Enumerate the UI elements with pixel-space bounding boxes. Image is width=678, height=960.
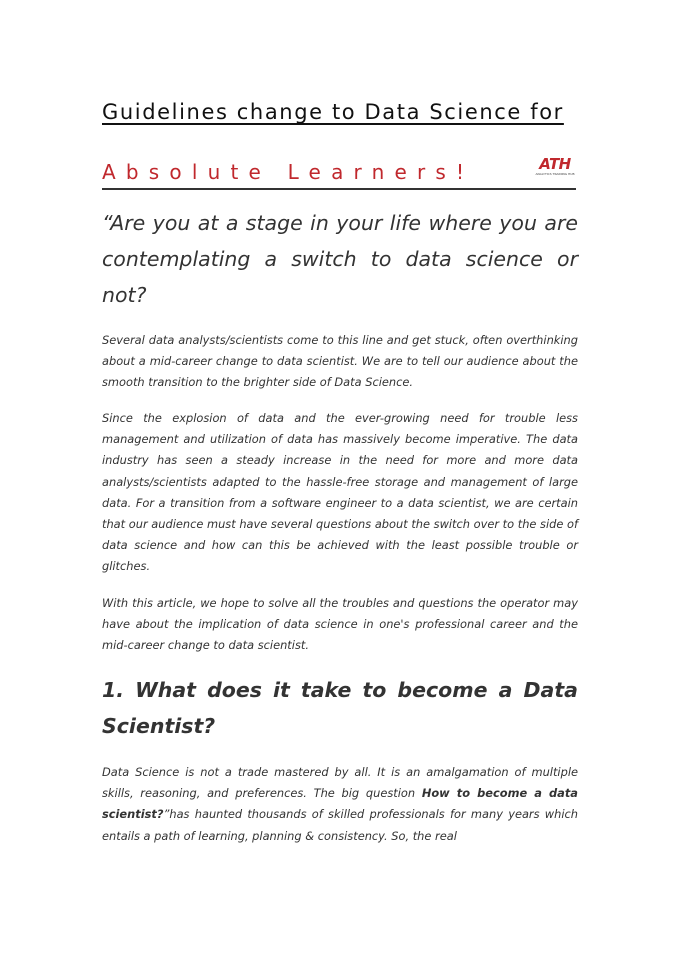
paragraph-3: With this article, we hope to solve all the troubles and questions the operator may have about the implication of data science in one's professional career and the mid-career change to data scientist. [102,596,578,653]
section-paragraph-bold-question: How to become a data scientist? [102,786,578,822]
paragraph-2: Since the explosion of data and the ever-growing need for trouble less management and utilization of data has massively become imperative. The data industry has seen a steady increase in the need for more and more data analysts/scientists adapted to the hassle-free storage and management of large data. For a transition from a software engineer to a data scientist, we are certain that our audience must have several questions about the switch over to the side of data science and how can this be achieved with the least possible trouble or glitches. [102,411,578,574]
ath-logo-icon [533,155,577,185]
section-heading: 1. What does it take to become a Data Scientist? [102,678,578,738]
paragraph-1: Several data analysts/scientists come to this line and get stuck, often overthinking about a mid-career change to data scientist. We are to tell our audience about the smooth transition to the brighter side of Data Science. [102,333,578,390]
section-paragraph-text-before: Data Science is not a trade mastered by all. It is an amalgamation of multiple skills, reasoning, and preferences. The big question [102,765,578,801]
document-title-line1: Guidelines change to Data Science for [102,100,564,124]
title-divider [102,188,576,190]
document-subtitle: Absolute Learners! [102,160,475,184]
section-paragraph-text-after: ”has haunted thousands of skilled professionals for many years which entails a path of learning, planning & consistency. So, the real [102,807,578,843]
section-paragraph [102,762,578,847]
logo-subtext: ANALYTICS TRAINING HUB [535,172,575,176]
document-title-line2 [102,160,572,190]
logo-text: ATH [539,155,571,173]
intro-quote: “Are you at a stage in your life where you are contemplating a switch to data science or not? [102,211,578,307]
